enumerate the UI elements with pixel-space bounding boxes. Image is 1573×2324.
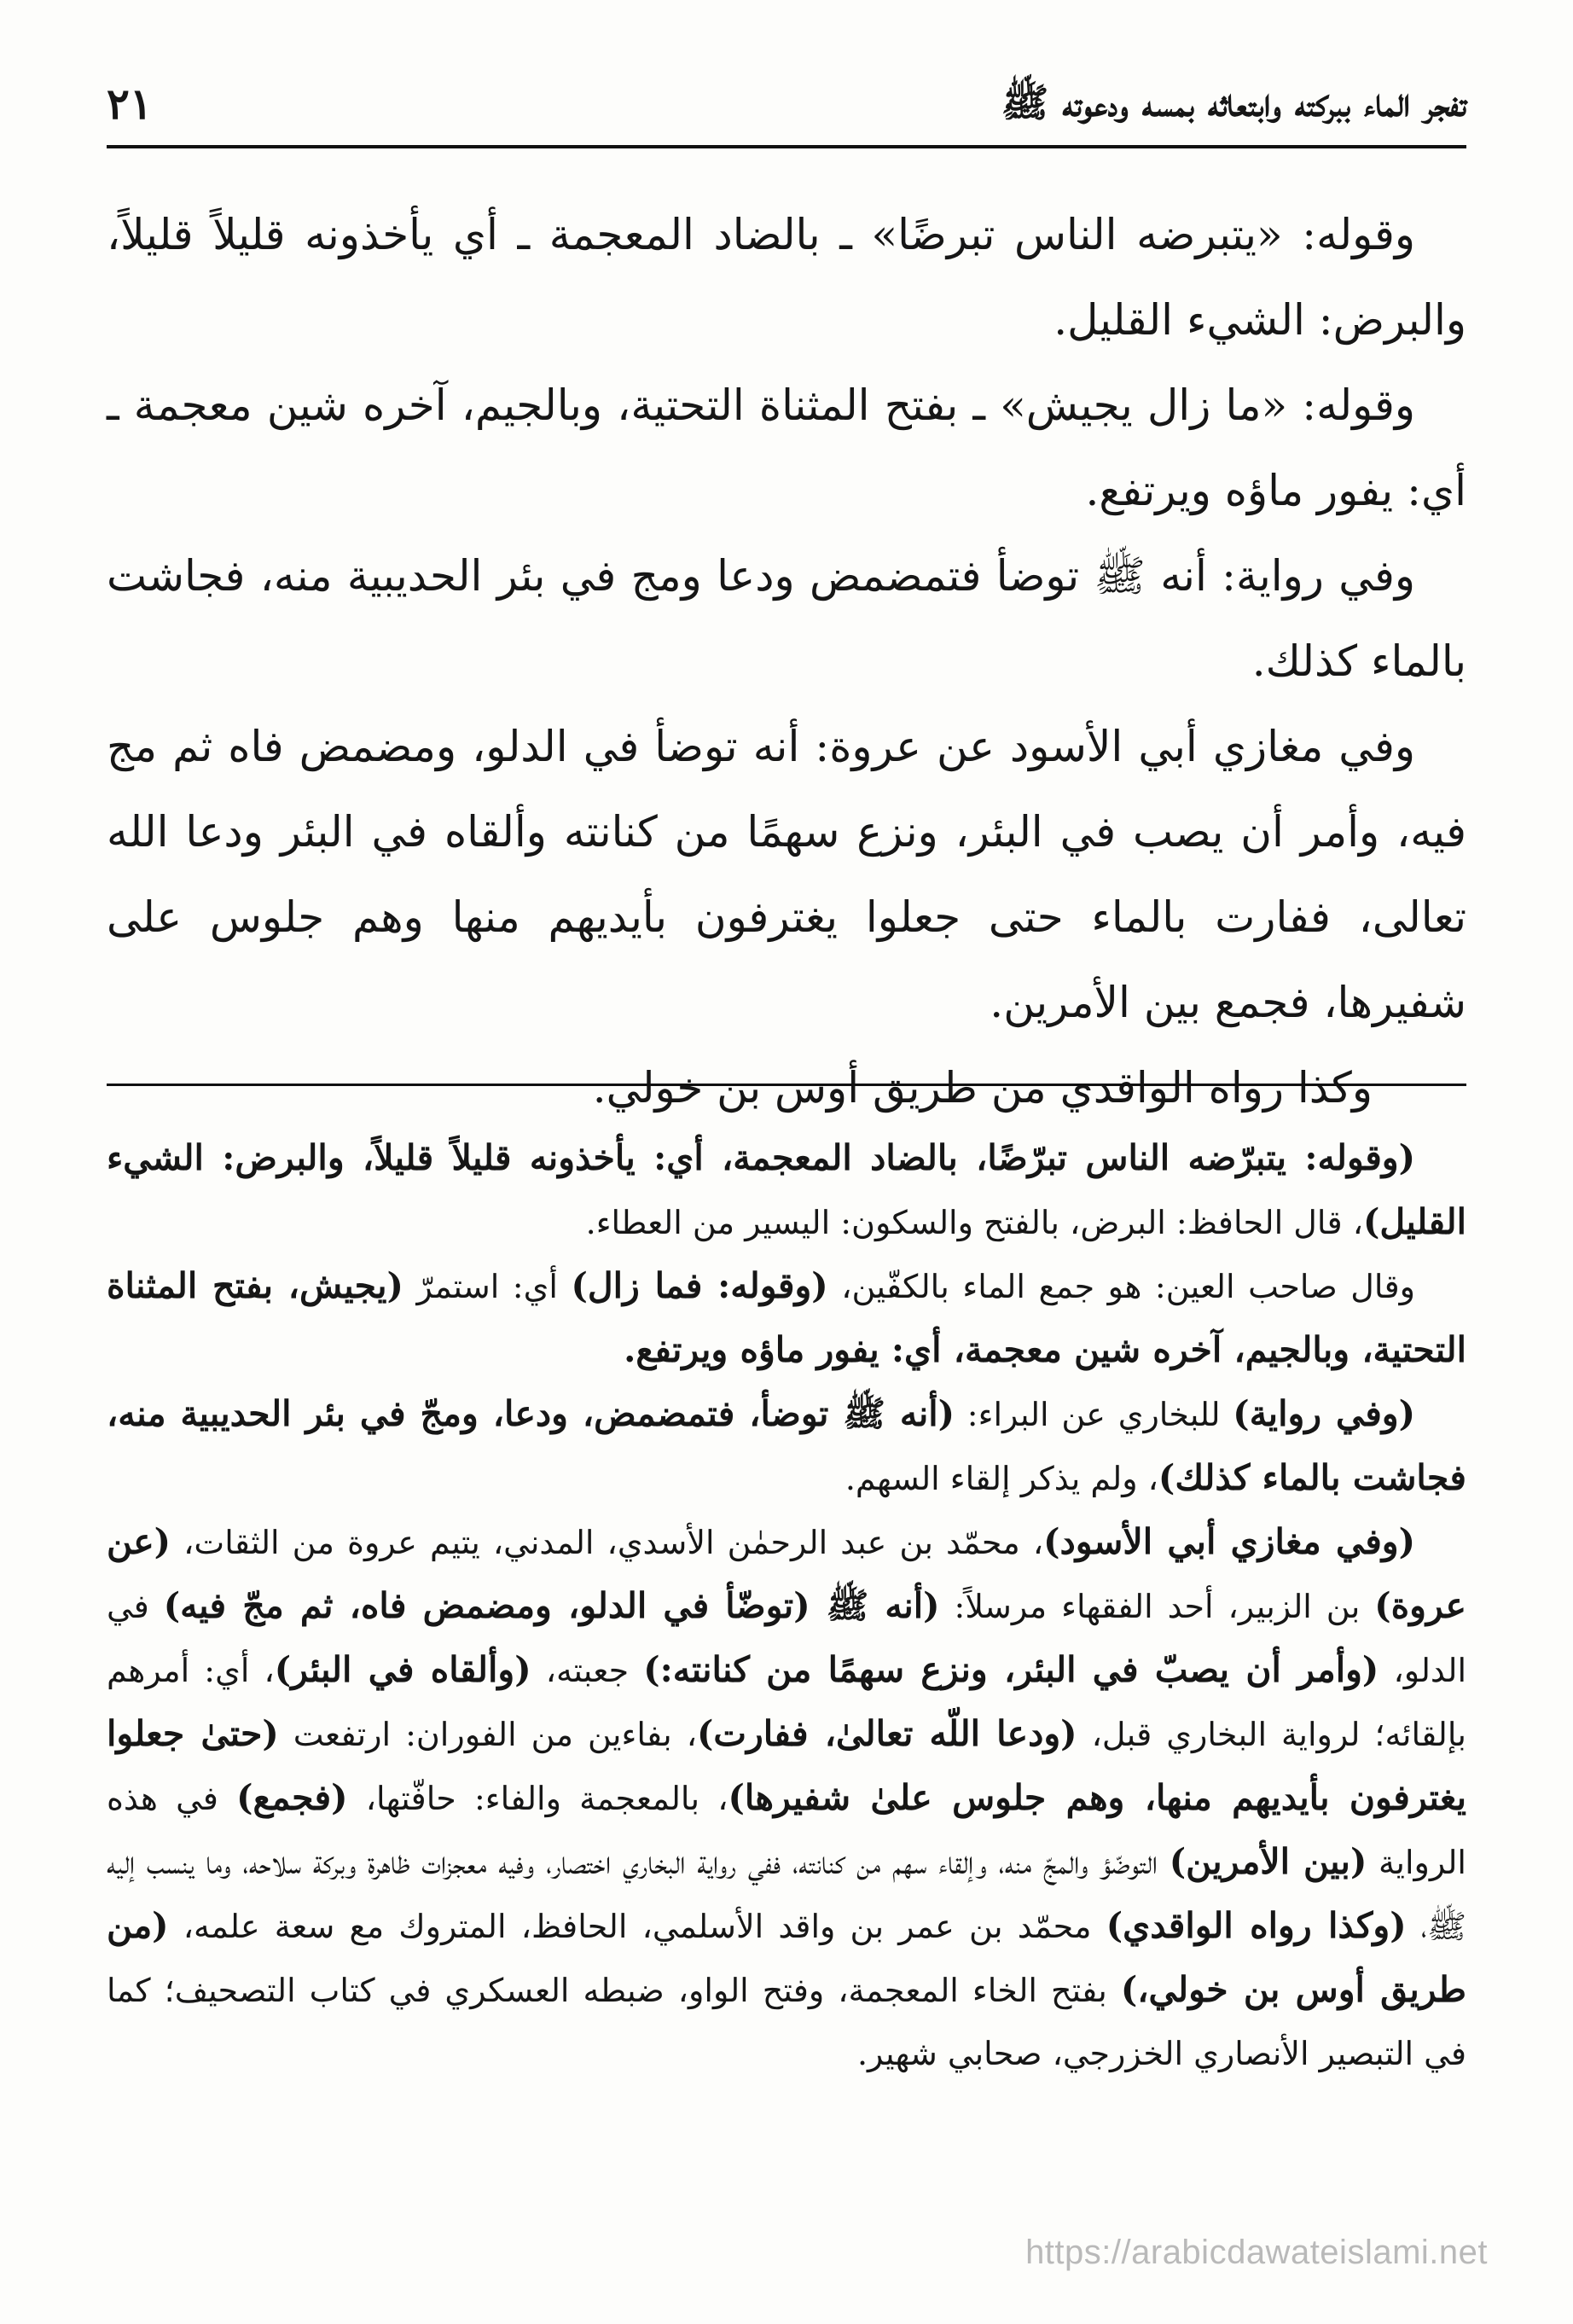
commentary-paragraph: [107, 1126, 1466, 1254]
running-header: [107, 78, 1466, 148]
main-paragraph: وقوله: «ما زال يجيش» ـ بفتح المثناة التحتية، وبالجيم، آخره شين معجمة ـ أي: يفور ماؤه ويرتفع.: [107, 381, 1466, 515]
commentary-text-run: جعبته،: [531, 1652, 644, 1689]
quoted-text: (وكذا رواه الواقدي): [1106, 1905, 1407, 1946]
quoted-text: (وألقاه في البئر): [274, 1649, 531, 1690]
commentary-text-run: وقال صاحب العين: هو جمع الماء بالكفّين،: [827, 1268, 1415, 1305]
main-paragraph: وقوله: «يتبرضه الناس تبرضًا» ـ بالضاد المعجمة ـ أي يأخذونه قليلاً قليلاً، والبرض: الشيء القليل.: [107, 210, 1466, 345]
commentary-paragraph: [107, 1382, 1466, 1510]
commentary-text-run: التوضّؤ والمجّ منه، وإلقاء سهم من كنانته، ففي رواية البخاري اختصار، وفيه معجزات ظاهرة وبركة سلاحه، وما ينسب إليه ﷺ،: [107, 1844, 1466, 1945]
quoted-text: (عن عروة): [107, 1521, 1467, 1626]
quoted-text: (وأمر أن يصبّ في البئر، ونزع سهمًا من كنانته:): [643, 1649, 1379, 1690]
commentary-text-run: محمّد بن عمر بن واقد الأسلمي، الحافظ، المتروك مع سعة علمه،: [168, 1908, 1106, 1945]
quoted-text: (حتىٰ جعلوا يغترفون بأيديهم منها، وهم جلوس علىٰ شفيرها): [107, 1713, 1466, 1818]
watermark-url: https://arabicdawateislami.net: [1025, 2234, 1488, 2271]
quoted-text: (أنه ﷺ توضأ، فتمضمض، ودعا، ومجّ في بئر الحديبية منه، فجاشت بالماء كذلك): [107, 1393, 1466, 1498]
commentary-text-run: ، قال الحافظ: البرض، بالفتح والسكون: اليسير من العطاء.: [585, 1204, 1363, 1241]
header-title: تفجر الماء ببركته وابتعاثه بمسه ودعوته ﷺ: [1001, 79, 1466, 125]
main-paragraph: وفي مغازي أبي الأسود عن عروة: أنه توضأ في الدلو، ومضمض فاه ثم مج فيه، وأمر أن يصب في البئر، ونزع سهمًا من كنانته وألقاه في البئر ودعا الله تعالى، ففارت بالماء حتى جعلوا يغترفون بأيديهم منها وهم جلوس على شفيرها، فجمع بين الأمرين.: [107, 722, 1466, 1027]
commentary-text-run: في الدلو،: [107, 1588, 1467, 1689]
commentary-paragraph: [107, 1510, 1466, 2085]
quoted-text: (بين الأمرين): [1169, 1841, 1367, 1882]
quoted-text: (وقوله: يتبرّضه الناس تبرّضًا، بالضاد المعجمة، أي: يأخذونه قليلاً قليلاً، والبرض: الشيء القليل): [107, 1137, 1466, 1242]
commentary-text-run: بفتح الخاء المعجمة، وفتح الواو، ضبطه العسكري في كتاب التصحيف؛ كما في التبصير الأنصاري الخزرجي، صحابي شهير.: [107, 1972, 1466, 2072]
commentary-text: [107, 1126, 1466, 2085]
quoted-text: (أنه ﷺ (توضّأ في الدلو، ومضمض فاه، ثم مجّ فيه): [163, 1585, 940, 1626]
quoted-text: (وقوله: فما زال): [571, 1265, 828, 1306]
commentary-text-run: ، بفاءين من الفوران: ارتفعت: [278, 1716, 697, 1753]
commentary-text-run: ، محمّد بن عبد الرحمٰن الأسدي، المدني، يتيم عروة من الثقات،: [171, 1524, 1044, 1561]
quoted-text: (وفي مغازي أبي الأسود): [1043, 1521, 1416, 1562]
main-paragraph: وكذا رواه الواقدي من طريق أوس بن خولي.: [592, 1063, 1373, 1113]
commentary-text-run: بن الزبير، أحد الفقهاء مرسلاً:: [939, 1588, 1375, 1625]
commentary-text-run: ، بالمعجمة والفاء: حافّتها،: [347, 1780, 728, 1817]
commentary-text-run: أي: استمرّ: [403, 1268, 572, 1305]
quoted-text: (يجيش، بفتح المثناة التحتية، وبالجيم، آخره شين معجمة، أي: يفور ماؤه ويرتفع.: [107, 1265, 1466, 1370]
main-text: [107, 192, 1466, 1130]
commentary-text-run: ، أي: أمرهم بإلقائه؛ لرواية البخاري قبل،: [107, 1652, 1466, 1753]
quoted-text: (فجمع): [236, 1777, 348, 1818]
commentary-text-run: للبخاري عن البراء:: [955, 1396, 1233, 1433]
quoted-text: (ودعا اللّه تعالىٰ، ففارت): [696, 1713, 1077, 1754]
commentary-text-run: في هذه الرواية: [107, 1780, 1466, 1881]
footnote-divider: [107, 1084, 1466, 1086]
quoted-text: (من طريق أوس بن خولي،): [107, 1905, 1466, 2010]
page-number: ٢١: [107, 78, 153, 129]
commentary-text-run: ، ولم يذكر إلقاء السهم.: [845, 1460, 1158, 1497]
main-paragraph: وفي رواية: أنه ﷺ توضأ فتمضمض ودعا ومج في بئر الحديبية منه، فجاشت بالماء كذلك.: [107, 551, 1466, 686]
quoted-text: (وفي رواية): [1233, 1393, 1416, 1434]
commentary-paragraph: [107, 1254, 1466, 1382]
